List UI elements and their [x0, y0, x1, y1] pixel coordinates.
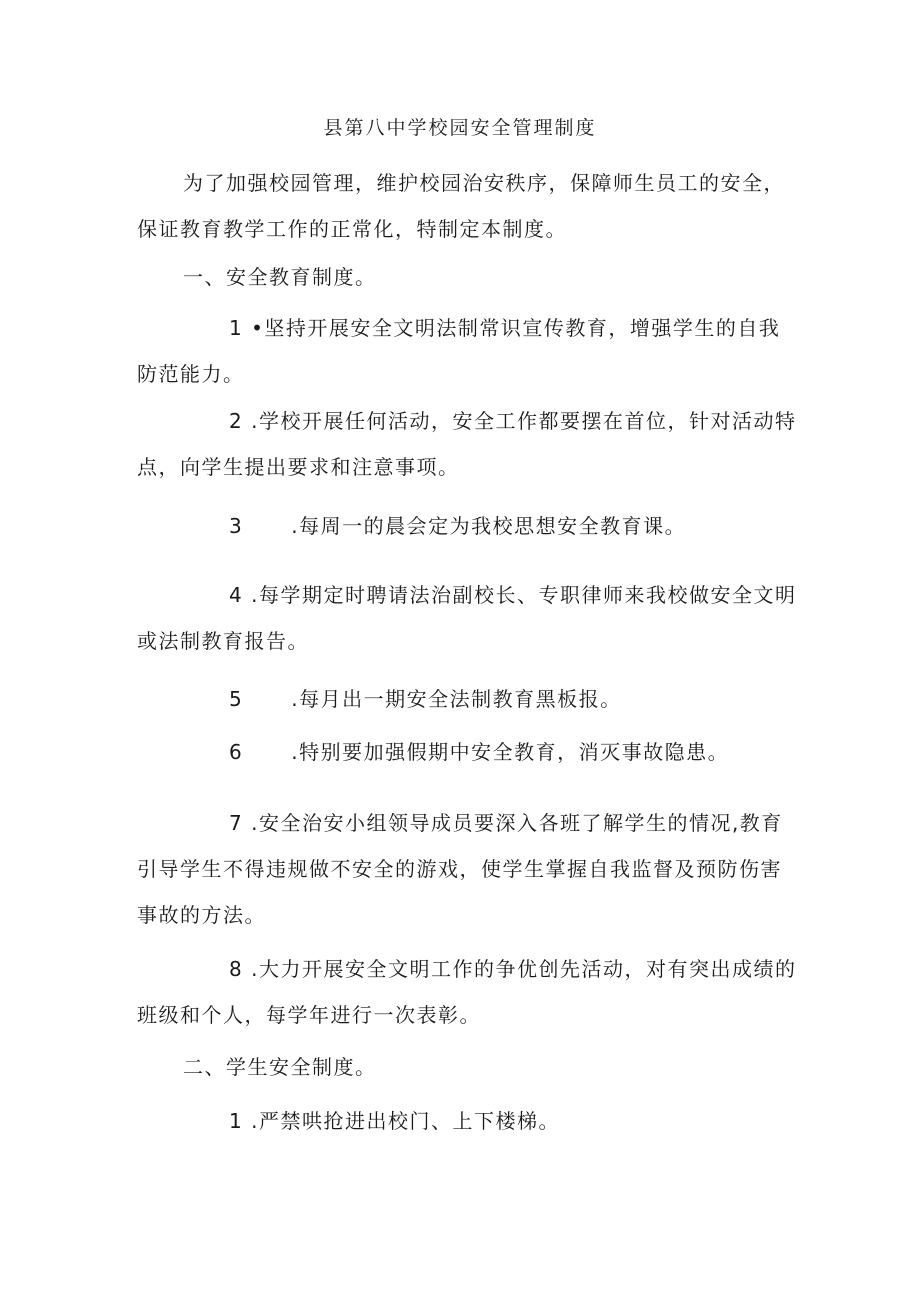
item-number: 2 — [229, 409, 244, 433]
document-title: 县第八中学校园安全管理制度 — [323, 117, 597, 139]
list-item — [137, 676, 797, 722]
item-text: 每学期定时聘请法治副校长、专职律师来我校做安全文明或法制教育报告。 — [137, 583, 797, 653]
item-separator: • — [251, 316, 265, 340]
list-item — [137, 1098, 797, 1144]
item-text: 每周一的晨会定为我校思想安全教育课。 — [299, 514, 687, 538]
list-item — [137, 305, 797, 397]
item-text: 大力开展安全文明工作的争优创先活动，对有突出成绩的班级和个人，每学年进行一次表彰。 — [137, 957, 797, 1027]
item-text: 严禁哄抢进出校门、上下楼梯。 — [258, 1109, 560, 1133]
item-number: 3 — [229, 514, 244, 538]
list-item — [137, 503, 797, 549]
item-text: 安全治安小组领导成员要深入各班了解学生的情况,教育引导学生不得违规做不安全的游戏，使学生掌握自我监督及预防伤害事故的方法。 — [137, 811, 783, 927]
list-item — [137, 729, 797, 775]
item-number: 4 — [229, 583, 244, 607]
item-separator: . — [291, 740, 300, 764]
item-separator: . — [291, 514, 300, 538]
item-text: 坚持开展安全文明法制常识宣传教育，增强学生的自我防范能力。 — [137, 316, 781, 386]
item-text: 学校开展任何活动，安全工作都要摆在首位，针对活动特点，向学生提出要求和注意事项。 — [137, 409, 797, 479]
section-heading-safety-education: 一、安全教育制度。 — [183, 265, 377, 289]
item-separator: . — [251, 409, 259, 433]
item-text: 每月出一期安全法制教育黑板报。 — [299, 687, 622, 711]
list-item — [137, 946, 797, 1038]
intro-paragraph: 为了加强校园管理，维护校园治安秩序，保障师生员工的安全，保证教育教学工作的正常化，特制定本制度。 — [137, 171, 785, 241]
item-separator: . — [251, 957, 259, 981]
item-text: 特别要加强假期中安全教育，消灭事故隐患。 — [299, 740, 730, 764]
item-number: 5 — [229, 687, 244, 711]
section-heading-student-safety: 二、学生安全制度。 — [183, 1055, 377, 1079]
list-item — [137, 398, 797, 490]
item-separator: . — [251, 1109, 259, 1133]
list-item — [137, 800, 797, 938]
item-number: 8 — [229, 957, 244, 981]
item-number: 1 — [229, 316, 244, 340]
item-separator: . — [251, 811, 259, 835]
item-number: 6 — [229, 740, 244, 764]
item-separator: . — [251, 583, 259, 607]
list-item — [137, 572, 797, 664]
item-number: 7 — [229, 811, 244, 835]
item-number: 1 — [229, 1109, 244, 1133]
item-separator: . — [291, 687, 300, 711]
